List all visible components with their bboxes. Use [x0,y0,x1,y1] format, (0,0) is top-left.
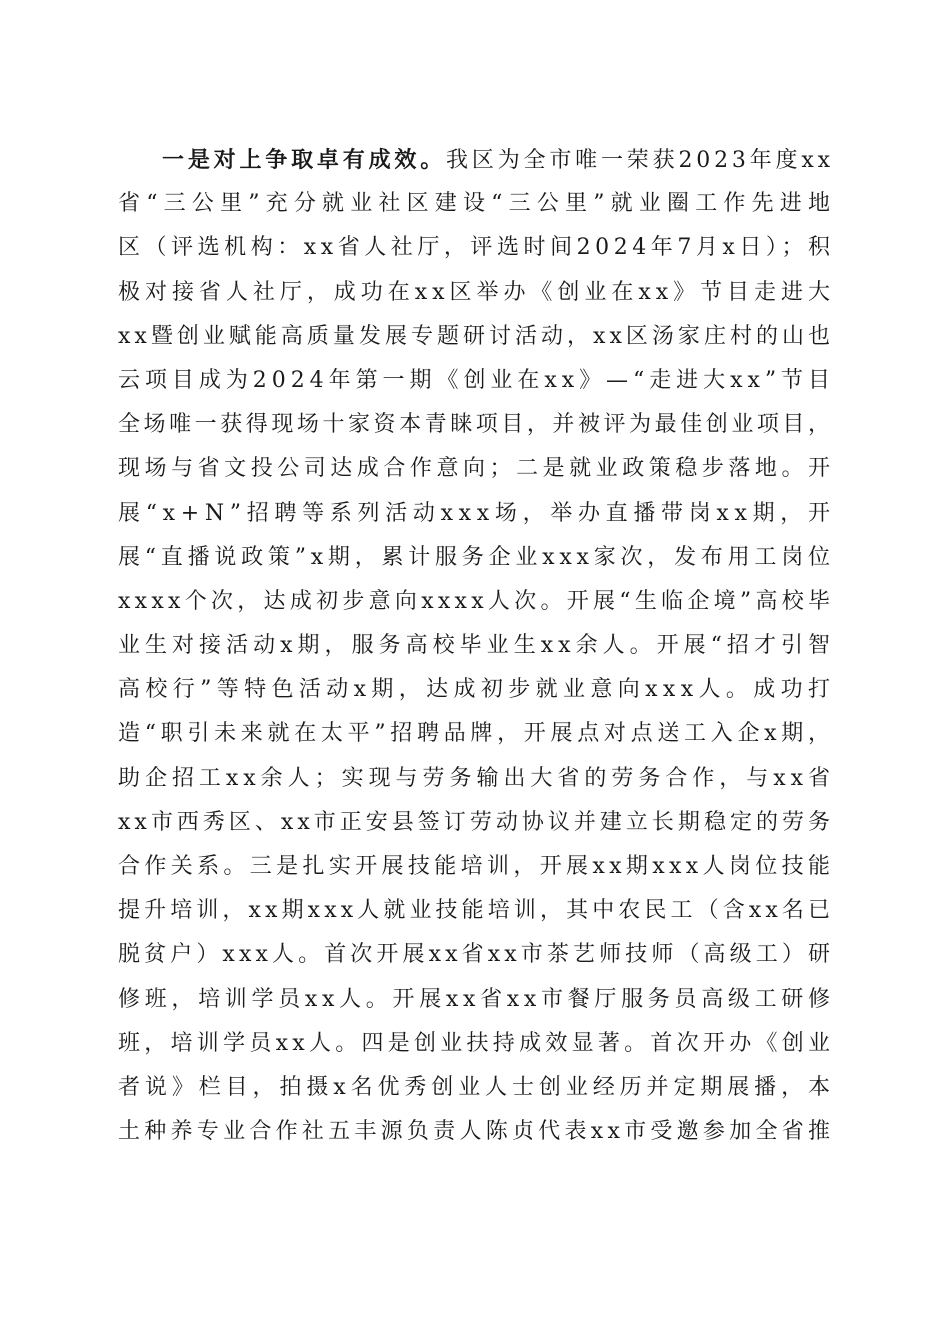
line-text: 提升培训，xx期xxx人就业技能培训，其中农民工（含xx名已 [118,898,835,924]
line-text: 现场与省文投公司达成合作意向；二是就业政策稳步落地。开 [118,456,835,482]
paragraph-line [118,271,835,315]
line-text: 者说》栏目，拍摄x名优秀创业人士创业经历并定期展播，本 [118,1074,835,1100]
paragraph-line [118,182,837,226]
line-text: 我区为全市唯一荣获2023年度xx [446,148,834,173]
line-text: 省“三公里”充分就业社区建设“三公里”就业圈工作先进地 [118,191,837,217]
line-text: 全场唯一获得现场十家资本青睐项目，并被评为最佳创业项目， [118,412,834,438]
paragraph-line [118,315,835,359]
paragraph-line [118,1066,835,1110]
line-text: 修班，培训学员xx人。开展xx省xx市餐厅服务员高级工研修 [118,986,835,1012]
line-text: 业生对接活动x期，服务高校毕业生xx余人。开展“招才引智 [118,633,836,659]
paragraph-line [118,978,835,1022]
paragraph-line [118,536,835,580]
paragraph-line [118,668,836,712]
line-text: 展“直播说政策”x期，累计服务企业xxx家次，发布用工岗位 [118,544,835,570]
line-text: 班，培训学员xx人。四是创业扶持成效显著。首次开办《创业 [118,1030,835,1056]
line-text: 助企招工xx余人；实现与劳务输出大省的劳务合作，与xx省 [118,765,835,791]
line-text: xxxx个次，达成初步意向xxxx人次。开展“生临企境”高校毕 [118,588,835,614]
paragraph-line [118,712,835,756]
section-lead: 一是对上争取卓有成效。 [162,147,447,173]
paragraph-line [118,447,835,491]
paragraph-line [118,1110,835,1154]
paragraph-line [118,889,835,933]
line-text: 云项目成为2024年第一期《创业在xx》—“走进大xx”节目 [118,367,835,393]
line-text: xx暨创业赋能高质量发展专题研讨活动，xx区汤家庄村的山也 [118,323,835,349]
paragraph-line [118,624,836,668]
paragraph-line [118,757,835,801]
line-text: 展“x+N”招聘等系列活动xxx场，举办直播带岗xx期，开 [118,500,836,526]
paragraph-line [118,801,835,845]
paragraph-line [118,1022,835,1066]
paragraph-line [118,359,835,403]
line-text: 高校行”等特色活动x期，达成初步就业意向xxx人。成功打 [118,677,836,703]
paragraph-line [118,933,835,977]
line-text: xx市西秀区、xx市正安县签订劳动协议并建立长期稳定的劳务 [118,809,835,835]
paragraph-line [118,492,836,536]
paragraph-line [118,580,835,624]
line-text: 极对接省人社厅，成功在xx区举办《创业在xx》节目走进大 [118,279,835,305]
paragraph-line [118,226,835,270]
paragraph-line [118,845,835,889]
line-text: 土种养专业合作社五丰源负责人陈贞代表xx市受邀参加全省推 [118,1119,835,1145]
line-text: 区（评选机构：xx省人社厅，评选时间2024年7月x日）；积 [118,235,835,261]
line-text: 合作关系。三是扎实开展技能培训，开展xx期xxx人岗位技能 [118,854,835,879]
body-paragraph [118,138,837,1154]
line-text: 造“职引未来就在太平”招聘品牌，开展点对点送工入企x期， [118,721,835,747]
line-text: 脱贫户）xxx人。首次开展xx省xx市茶艺师技师（高级工）研 [118,942,835,968]
paragraph-line [118,138,834,182]
paragraph-line [118,403,834,447]
